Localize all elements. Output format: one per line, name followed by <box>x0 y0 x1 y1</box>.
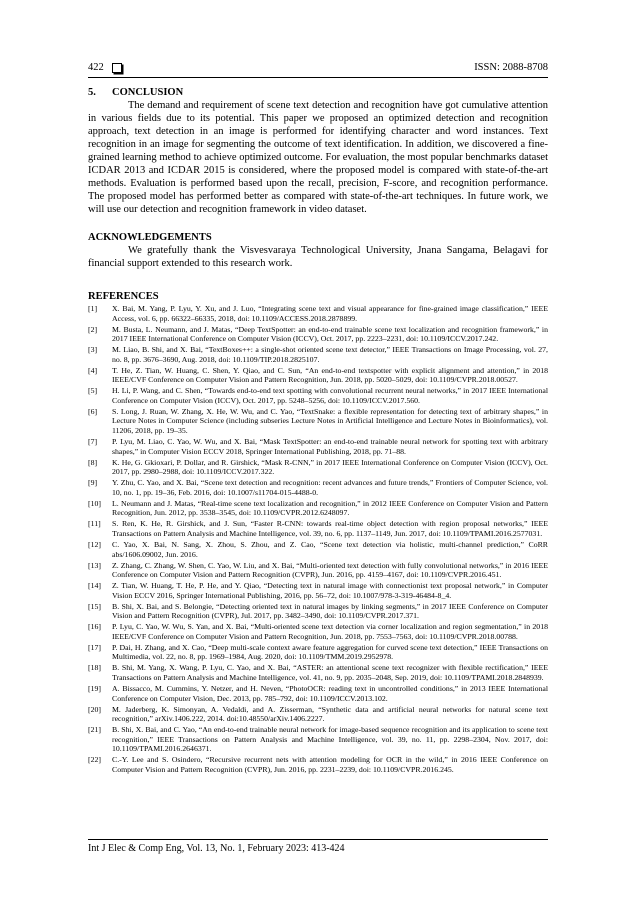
reference-text: T. He, Z. Tian, W. Huang, C. Shen, Y. Qiao, and C. Sun, “An end-to-end textspotter with explicit alignment and attention,” in 2018 IEEE/CVF Conference on Computer Vision and Pattern Recognition, Jun. 2018, pp. 5020–5029, doi: 10.1109/CVPR.2018.00527. <box>112 365 548 385</box>
reference-item <box>88 407 548 436</box>
reference-number: [6] <box>88 406 98 416</box>
reference-text: B. Shi, X. Bai, and S. Belongie, “Detecting oriented text in natural images by linking segments,” in 2017 IEEE Conference on Computer Vision and Pattern Recognition (CVPR), Jul. 2017, pp. 3482–3490, doi: 10.1109/CVPR.2017.371. <box>112 601 548 621</box>
reference-number: [10] <box>88 498 101 508</box>
reference-item <box>88 437 548 456</box>
reference-item <box>88 499 548 518</box>
reference-text: B. Shi, M. Yang, X. Wang, P. Lyu, C. Yao, and X. Bai, “ASTER: an attentional scene text recognizer with flexible rectification,” IEEE Transactions on Pattern Analysis and Machine Intelligence, vol. 41, no. 9, pp. 2035–2048, Sep. 2019, doi: 10.1109/TPAMI.2018.2848939. <box>112 663 548 683</box>
reference-number: [4] <box>88 365 98 375</box>
reference-number: [15] <box>88 601 101 611</box>
reference-number: [14] <box>88 581 101 591</box>
reference-item <box>88 366 548 385</box>
reference-text: M. Jaderberg, K. Simonyan, A. Vedaldi, and A. Zisserman, “Synthetic data and artificial neural networks for natural scene text recognition,” arXiv.1406.222, 2014. doi:10.48550/arXiv.1406.2227. <box>112 704 548 724</box>
reference-number: [5] <box>88 386 98 396</box>
journal-footer: Int J Elec & Comp Eng, Vol. 13, No. 1, February 2023: 413-424 <box>88 843 345 854</box>
reference-number: [20] <box>88 704 101 714</box>
reference-text: C.-Y. Lee and S. Osindero, “Recursive recurrent nets with attention modeling for OCR in the wild,” in 2016 IEEE Conference on Computer Vision and Pattern Recognition (CVPR), Jun. 2016, pp. 2231–2239, doi: 10.1109/CVPR.2016.245. <box>112 755 548 774</box>
reference-text: C. Yao, X. Bai, N. Sang, X. Zhou, S. Zhou, and Z. Cao, “Scene text detection via holistic, multi-channel prediction,” CoRR abs/1606.09002, Jun. 2016. <box>112 539 548 559</box>
reference-text: S. Ren, K. He, R. Girshick, and J. Sun, “Faster R-CNN: towards real-time object detection with region proposal networks,” IEEE Transactions on Pattern Analysis and Machine Intelligence, vol. 39, no. 6, pp. 1137–1149, Jun. 2017, doi: 10.1109/TPAMI.2016.2577031. <box>112 519 548 538</box>
reference-text: A. Bissacco, M. Cummins, Y. Netzer, and H. Neven, “PhotoOCR: reading text in uncontrolled conditions,” in 2013 IEEE International Conference on Computer Vision, Dec. 2013, pp. 785–792, doi: 10.1109/ICCV.2013.102. <box>112 684 548 703</box>
reference-item <box>88 725 548 754</box>
header-rule <box>88 77 548 78</box>
reference-item <box>88 684 548 703</box>
section-title: CONCLUSION <box>112 87 184 98</box>
reference-number: [18] <box>88 663 101 673</box>
reference-number: [3] <box>88 345 98 355</box>
reference-number: [9] <box>88 478 98 488</box>
reference-item <box>88 622 548 641</box>
conclusion-heading <box>88 87 183 98</box>
page-header <box>88 62 548 78</box>
reference-text: P. Lyu, M. Liao, C. Yao, W. Wu, and X. Bai, “Mask TextSpotter: an end-to-end trainable neural network for spotting text with arbitrary shapes,” in Computer Vision ECCV 2018, Springer International Publishing, 2018, pp. 71–88. <box>112 437 548 456</box>
reference-number: [17] <box>88 642 101 652</box>
reference-number: [22] <box>88 755 101 765</box>
reference-item <box>88 325 548 344</box>
reference-item <box>88 755 548 774</box>
reference-text: Y. Zhu, C. Yao, and X. Bai, “Scene text detection and recognition: recent advances and future trends,” Frontiers of Computer Science, vol. 10, no. 1, pp. 19–36, Feb. 2016, doi: 10.1007/s11704-015-4488-0. <box>112 478 548 497</box>
reference-item <box>88 643 548 662</box>
reference-item <box>88 663 548 682</box>
reference-text: M. Busta, L. Neumann, and J. Matas, “Deep TextSpotter: an end-to-end trainable scene text localization and recognition framework,” in 2017 IEEE International Conference on Computer Vision (ICCV), Oct. 2017, pp. 2223–2231, doi: 10.1109/ICCV.2017.242. <box>112 324 548 344</box>
reference-number: [8] <box>88 457 98 467</box>
reference-item <box>88 581 548 600</box>
reference-text: Z. Zhang, C. Zhang, W. Shen, C. Yao, W. Liu, and X. Bai, “Multi-oriented text detection with fully convolutional networks,” in 2016 IEEE Conference on Computer Vision and Pattern Recognition (CVPR), Jun. 2016, pp. 4159–4167, doi: 10.1109/CVPR.2016.451. <box>112 560 548 580</box>
acknowledgements-heading: ACKNOWLEDGEMENTS <box>88 232 212 243</box>
reference-text: S. Long, J. Ruan, W. Zhang, X. He, W. Wu, and C. Yao, “TextSnake: a flexible representation for detecting text of arbitrary shapes,” in Lecture Notes in Computer Science (including subseries Lecture Notes in Artificial Intelligence and Lecture Notes in Bioinformatics), vol. 11206, 2018, pp. 19–35. <box>112 406 548 436</box>
reference-number: [19] <box>88 684 101 693</box>
reference-text: L. Neumann and J. Matas, “Real-time scene text localization and recognition,” in 2012 IEEE Conference on Computer Vision and Pattern Recognition, Jun. 2012, pp. 3538–3545, doi: 10.1109/CVPR.2012.6248097. <box>112 498 548 518</box>
reference-number: [11] <box>88 519 101 529</box>
reference-item <box>88 602 548 621</box>
reference-number: [2] <box>88 324 98 334</box>
reference-number: [16] <box>88 622 101 632</box>
references-heading: REFERENCES <box>88 291 159 302</box>
reference-item <box>88 705 548 724</box>
reference-number: [13] <box>88 560 101 570</box>
reference-number: [7] <box>88 437 98 447</box>
reference-number: [1] <box>88 304 98 313</box>
reference-number: [12] <box>88 539 101 549</box>
footer-rule <box>88 839 548 840</box>
reference-item <box>88 458 548 477</box>
reference-number: [21] <box>88 725 101 735</box>
reference-text: H. Li, P. Wang, and C. Shen, “Towards end-to-end text spotting with convolutional recurrent neural networks,” in 2017 IEEE International Conference on Computer Vision (ICCV), Oct. 2017, pp. 5248–5256, doi: 10.1109/ICCV.2017.560. <box>112 386 548 405</box>
reference-text: X. Bai, M. Yang, P. Lyu, Y. Xu, and J. Luo, “Integrating scene text and visual appearance for fine-grained image classification,” IEEE Access, vol. 6, pp. 66322–66335, 2018, doi: 10.1109/ACCESS.2018.2878899. <box>112 304 548 323</box>
issn: ISSN: 2088-8708 <box>474 62 548 73</box>
reference-list <box>88 304 548 776</box>
reference-item <box>88 386 548 405</box>
section-number: 5. <box>88 87 96 98</box>
reference-text: K. He, G. Gkioxari, P. Dollar, and R. Girshick, “Mask R-CNN,” in 2017 IEEE International Conference on Computer Vision (ICCV), Oct. 2017, pp. 2980–2988, doi: 10.1109/ICCV.2017.322. <box>112 457 548 477</box>
reference-text: M. Liao, B. Shi, and X. Bai, “TextBoxes++: a single-shot oriented scene text detector,” IEEE Transactions on Image Processing, vol. 27, no. 8, pp. 3676–3690, Aug. 2018, doi: 10.1109/TIP.2018.2825107. <box>112 345 548 364</box>
reference-text: Z. Tian, W. Huang, T. He, P. He, and Y. Qiao, “Detecting text in natural image with connectionist text proposal network,” in Computer Vision ECCV 2016, Springer International Publishing, 2016, pp. 56–72, doi: 10.1007/978-3-319-46484-8_4. <box>112 581 548 600</box>
reference-item <box>88 478 548 497</box>
reference-item <box>88 561 548 580</box>
reference-text: B. Shi, X. Bai, and C. Yao, “An end-to-end trainable neural network for image-based sequence recognition and its application to scene text recognition,” IEEE Transactions on Pattern Analysis and Machine Intelligence, vol. 39, no. 11, pp. 2298–2304, Nov. 2017, doi: 10.1109/TPAMI.2016.2646371. <box>112 725 548 754</box>
reference-item <box>88 519 548 538</box>
conclusion-paragraph: The demand and requirement of scene text detection and recognition have got cumulative attention in various fields due to its potential. This paper we proposed an optimized detection and recognition approach, text detection in an image is performed for identifying character and word instances. Text recognition in an image for segmenting the outcome of text identification. In addition, we discovered a fine-grained learning method to achieve optimized outcome. For evaluation, the most popular benchmarks dataset ICDAR 2013 and ICDAR 2015 is considered, where the proposed model is compared with state-of-the-art methods. Evaluation is performed based upon the recall, precision, F-score, and recognition performance. The proposed model has performed better as compared with state-of-the-art techniques. In future work, we will use our detection and recognition framework in video dataset. <box>88 100 548 215</box>
reference-item <box>88 304 548 323</box>
reference-item <box>88 540 548 559</box>
square-icon <box>112 63 122 73</box>
reference-item <box>88 345 548 364</box>
acknowledgements-paragraph: We gratefully thank the Visvesvaraya Technological University, Jnana Sangama, Belagavi for financial support extended to this research work. <box>88 245 548 269</box>
reference-text: P. Dai, H. Zhang, and X. Cao, “Deep multi-scale context aware feature aggregation for curved scene text detection,” IEEE Transactions on Multimedia, vol. 22, no. 8, pp. 1969–1984, Aug. 2020, doi: 10.1109/TMM.2019.2952978. <box>112 642 548 662</box>
page-number: 422 <box>88 62 104 73</box>
reference-text: P. Lyu, C. Yao, W. Wu, S. Yan, and X. Bai, “Multi-oriented scene text detection via corner localization and region segmentation,” in 2018 IEEE/CVF Conference on Computer Vision and Pattern Recognition, Jun. 2018, pp. 7553–7563, doi: 10.1109/CVPR.2018.00788. <box>112 622 548 641</box>
